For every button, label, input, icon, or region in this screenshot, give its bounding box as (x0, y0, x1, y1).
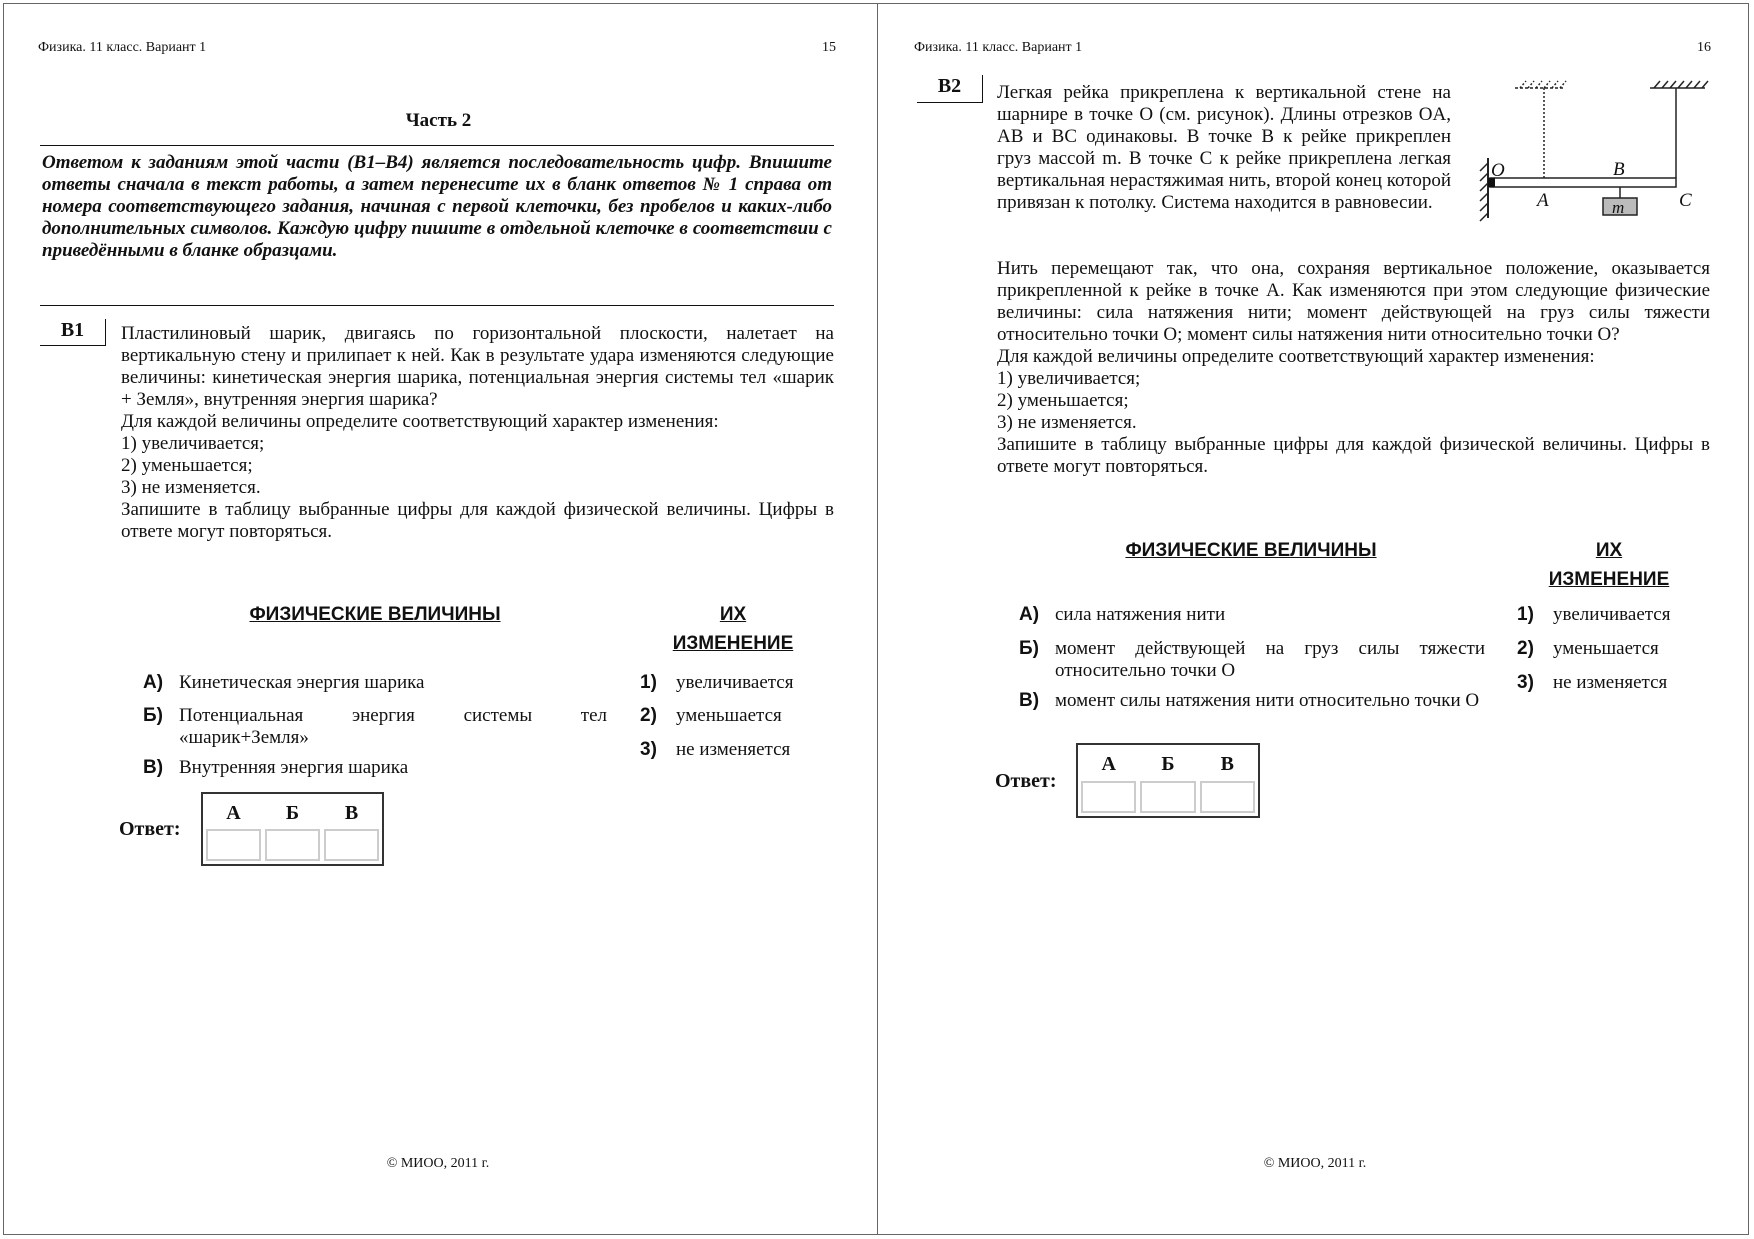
answer-cell-b[interactable] (1140, 781, 1195, 813)
answer-cell-a[interactable] (206, 829, 261, 861)
label-c: C (1679, 190, 1692, 211)
task-text (121, 323, 834, 543)
rod (1490, 178, 1676, 187)
change-1 (1517, 604, 1670, 626)
item-text: увеличивается (676, 672, 794, 693)
quantity-b (143, 705, 607, 749)
item-text: уменьшается (676, 705, 782, 726)
item-text: увеличивается (1553, 604, 1671, 625)
page-header: Физика. 11 класс. Вариант 1 (38, 40, 207, 55)
option: 3) не изменяется. (121, 477, 261, 498)
item-text: уменьшается (1553, 638, 1659, 659)
item-text: не изменяется (1553, 672, 1668, 693)
header-line: ИХ (1595, 540, 1623, 561)
quantity-c (1019, 690, 1485, 712)
part-title: Часть 2 (405, 110, 472, 131)
answer-col-header: Б (285, 802, 300, 824)
answer-col-header: В (1220, 753, 1234, 775)
item-text: Внутренняя энергия шарика (179, 757, 409, 778)
quantity-a (1019, 604, 1485, 626)
item-text: момент силы натяжения нити относительно точки O (1055, 690, 1480, 711)
answer-col-header: Б (1161, 753, 1175, 775)
answer-col-header: В (344, 802, 359, 824)
instructions: Ответом к заданиям этой части (В1–В4) является последовательность цифр. Впишите ответы сначала в текст работы, а затем перенесите их в бланк ответов № 1 справа от номера соответствующего задания, начиная с первой клеточки, без пробелов и каких-либо дополнительных символов. Каждую цифру пишите в отдельной клеточке в соответствии с приведёнными в бланке образцами. (42, 152, 832, 261)
item-key: 3) (1517, 672, 1534, 693)
item-key: Б) (1019, 638, 1039, 659)
column-header-changes (1516, 536, 1702, 594)
answer-cell-b[interactable] (265, 829, 320, 861)
label-o: O (1491, 160, 1505, 181)
option: 2) уменьшается; (121, 455, 253, 476)
header-line: ИХ (719, 604, 747, 625)
column-header-changes (640, 600, 826, 658)
answer-col-header: А (226, 802, 241, 824)
item-key: 2) (1517, 638, 1534, 659)
page-header: Физика. 11 класс. Вариант 1 (914, 40, 1083, 55)
change-1 (640, 672, 793, 694)
change-3 (640, 739, 790, 761)
label-m: m (1612, 198, 1625, 217)
header-line: ИЗМЕНЕНИЕ (672, 633, 794, 654)
answer-table (201, 792, 384, 866)
wall-hatch (1480, 163, 1488, 221)
page-number: 16 (1697, 40, 1711, 55)
change-2 (1517, 638, 1659, 660)
label-b: B (1613, 159, 1625, 180)
header-line: ИЗМЕНЕНИЕ (1548, 569, 1670, 590)
quantity-c (143, 757, 607, 779)
task-paragraph: Нить перемещают так, что она, сохраняя вертикальное положение, оказывается прикрепленной к рейке в точке A. Как изменяются при этом следующие физические величины: сила натяжения нити; момент действующей на груз силы тяжести относительно точки O; момент силы натяжения нити относительно точки O? (997, 258, 1710, 345)
task-paragraph: Запишите в таблицу выбранные цифры для каждой физической величины. Цифры в ответе могут повторяться. (121, 499, 834, 542)
rule (40, 145, 834, 146)
answer-table (1076, 743, 1260, 818)
task-paragraph: Пластилиновый шарик, двигаясь по горизонтальной плоскости, налетает на вертикальную стену и прилипает к ней. Как в результате удара изменяются следующие величины: кинетическая энергия шарика, потенциальная энергия системы тел «шарик + Земля», внутренняя энергия шарика? (121, 323, 834, 410)
option: 1) увеличивается; (997, 368, 1141, 389)
change-2 (640, 705, 782, 727)
rule (40, 305, 834, 306)
option: 1) увеличивается; (121, 433, 265, 454)
task-label: В1 (40, 319, 106, 346)
ceiling-hatch (1654, 81, 1708, 88)
page-footer: © МИОО, 2011 г. (386, 1156, 490, 1171)
answer-label: Ответ: (119, 818, 181, 840)
change-3 (1517, 672, 1667, 694)
page-number: 15 (822, 40, 836, 55)
item-key: 1) (640, 672, 657, 693)
item-text: сила натяжения нити (1055, 604, 1226, 625)
quantity-b (1019, 638, 1485, 682)
item-text: Потенциальная энергия системы тел «шарик+Земля» (179, 705, 607, 748)
ceiling-hatch-dashed (1520, 81, 1566, 88)
option: 2) уменьшается; (997, 390, 1129, 411)
column-header-quantities: ФИЗИЧЕСКИЕ ВЕЛИЧИНЫ (1125, 540, 1377, 561)
task-paragraph: Для каждой величины определите соответствующий характер изменения: (997, 346, 1595, 367)
answer-col-header: А (1101, 753, 1116, 775)
task-label: В2 (917, 75, 983, 103)
task-text (997, 258, 1710, 478)
column-header-quantities: ФИЗИЧЕСКИЕ ВЕЛИЧИНЫ (249, 604, 501, 625)
task-paragraph: Запишите в таблицу выбранные цифры для каждой физической величины. Цифры в ответе могут повторяться. (997, 434, 1710, 477)
option: 3) не изменяется. (997, 412, 1137, 433)
answer-cell-c[interactable] (324, 829, 379, 861)
answer-cell-a[interactable] (1081, 781, 1136, 813)
item-key: В) (1019, 690, 1040, 711)
item-key: В) (143, 757, 164, 778)
answer-label: Ответ: (995, 770, 1057, 792)
task-paragraph: Для каждой величины определите соответствующий характер изменения: (121, 411, 719, 432)
item-text: не изменяется (676, 739, 791, 760)
lever-diagram (1460, 78, 1720, 228)
answer-cell-c[interactable] (1200, 781, 1255, 813)
page-footer: © МИОО, 2011 г. (1263, 1156, 1367, 1171)
item-text: Кинетическая энергия шарика (179, 672, 425, 693)
item-key: А) (143, 672, 164, 693)
item-text: момент действующей на груз силы тяжести относительно точки O (1055, 638, 1485, 681)
label-a: A (1537, 190, 1549, 211)
task-intro: Легкая рейка прикреплена к вертикальной стене на шарнире в точке O (см. рисунок). Длины отрезков OA, AB и BC одинаковы. В точке B к рейке прикреплен груз массой m. В точке C к рейке прикреплена легкая вертикальная нерастяжимая нить, второй конец которой привязан к потолку. Система находится в равновесии. (997, 82, 1451, 213)
item-key: Б) (143, 705, 163, 726)
quantity-a (143, 672, 607, 694)
item-key: 3) (640, 739, 657, 760)
page-divider (877, 3, 878, 1235)
item-key: 2) (640, 705, 657, 726)
item-key: 1) (1517, 604, 1534, 625)
item-key: А) (1019, 604, 1040, 625)
